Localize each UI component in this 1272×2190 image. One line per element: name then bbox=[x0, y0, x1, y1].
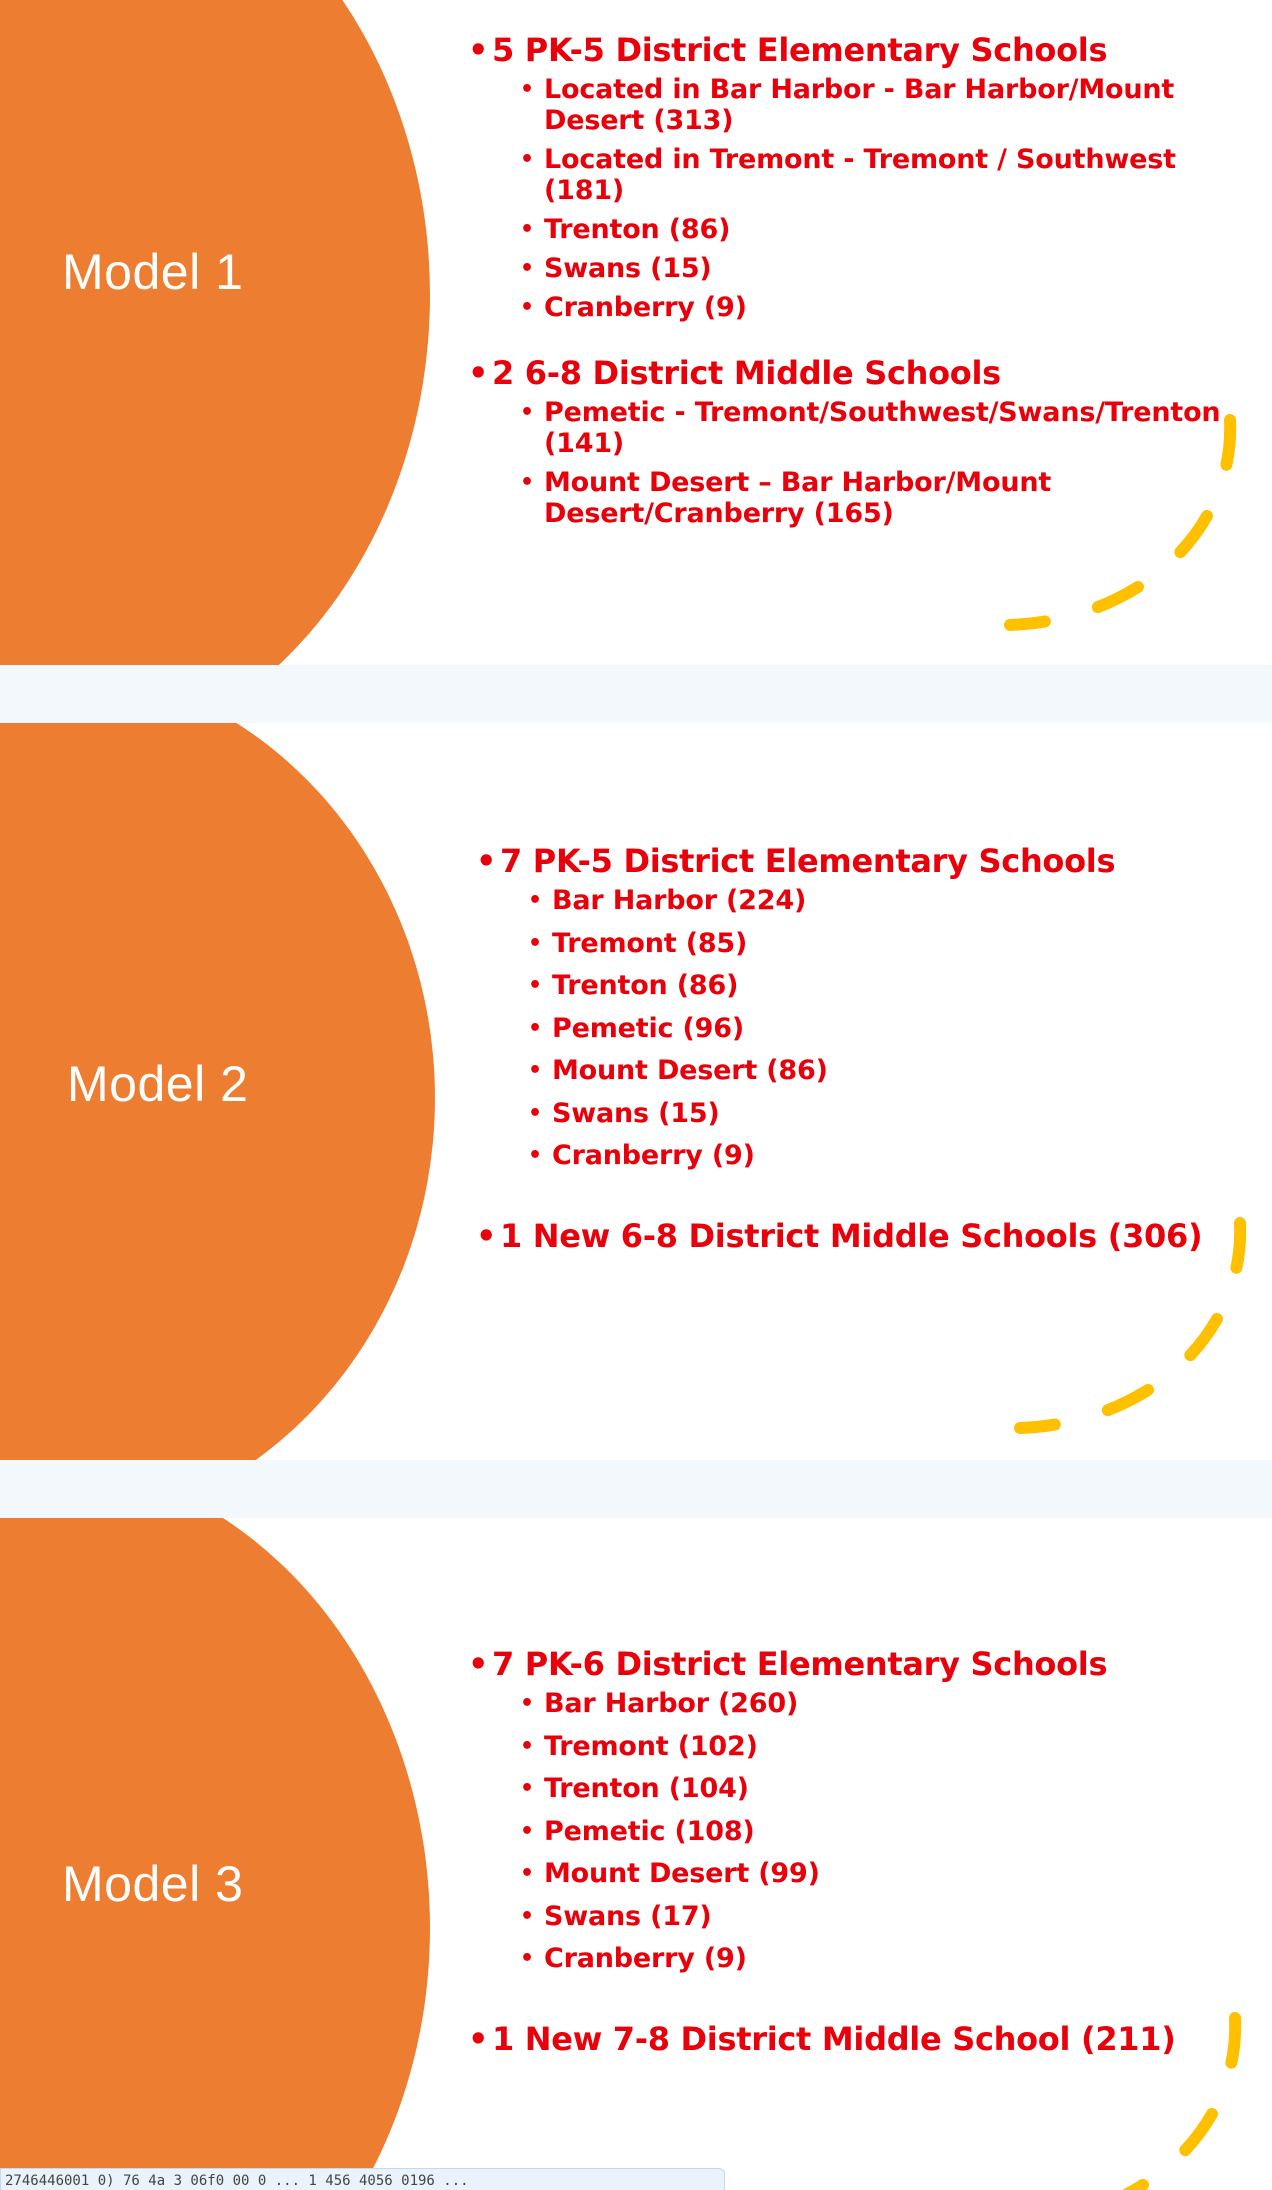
list-item: • Trenton (86) bbox=[520, 214, 1228, 245]
bullet-heading: • 2 6-8 District Middle Schools bbox=[468, 353, 1228, 393]
list-item: • Trenton (104) bbox=[520, 1773, 1228, 1805]
list-item: • Tremont (85) bbox=[528, 928, 1236, 960]
list-item: • Swans (15) bbox=[528, 1098, 1236, 1130]
list-item: • Located in Bar Harbor - Bar Harbor/Mount Desert (313) bbox=[520, 74, 1228, 136]
decorative-dashed-arc bbox=[990, 410, 1250, 650]
list-item: • Trenton (86) bbox=[528, 970, 1236, 1002]
list-item: • Swans (17) bbox=[520, 1901, 1228, 1933]
slide-model-3 bbox=[0, 1518, 1272, 2190]
decorative-dashed-arc bbox=[1000, 1213, 1260, 1453]
bullet-list bbox=[476, 885, 1236, 1172]
orange-circle bbox=[0, 1518, 430, 2190]
list-item: • Cranberry (9) bbox=[528, 1140, 1236, 1172]
bullet-heading: • 1 New 6-8 District Middle Schools (306) bbox=[476, 1216, 1236, 1256]
list-item: • Bar Harbor (224) bbox=[528, 885, 1236, 917]
list-item: • Cranberry (9) bbox=[520, 292, 1228, 323]
bullet-group bbox=[468, 1644, 1228, 1975]
list-item: • Tremont (102) bbox=[520, 1731, 1228, 1763]
list-item: • Mount Desert (99) bbox=[520, 1858, 1228, 1890]
status-bar: 2746446001 0) 76 4a 3 06f0 00 0 ... 1 456 4056 0196 ... bbox=[0, 2168, 725, 2190]
list-item: • Pemetic (108) bbox=[520, 1816, 1228, 1848]
bullet-heading: • 7 PK-6 District Elementary Schools bbox=[468, 1644, 1228, 1684]
slide-content bbox=[476, 841, 1236, 1260]
bullet-group bbox=[468, 30, 1228, 323]
list-item: • Swans (15) bbox=[520, 253, 1228, 284]
bullet-heading: • 1 New 7-8 District Middle School (211) bbox=[468, 2019, 1228, 2059]
list-item: • Cranberry (9) bbox=[520, 1943, 1228, 1975]
slide-model-2 bbox=[0, 723, 1272, 1460]
bullet-group bbox=[476, 841, 1236, 1172]
list-item: • Bar Harbor (260) bbox=[520, 1688, 1228, 1720]
bullet-heading: • 7 PK-5 District Elementary Schools bbox=[476, 841, 1236, 881]
model-label: Model 2 bbox=[67, 1056, 249, 1112]
model-label: Model 3 bbox=[62, 1856, 244, 1912]
list-item: • Located in Tremont - Tremont / Southwest (181) bbox=[520, 144, 1228, 206]
decorative-dashed-arc bbox=[995, 2008, 1255, 2190]
slide-content bbox=[468, 1644, 1228, 2063]
list-item: • Mount Desert – Bar Harbor/Mount Desert/Cranberry (165) bbox=[520, 467, 1228, 529]
bullet-list bbox=[468, 74, 1228, 323]
bullet-heading: • 5 PK-5 District Elementary Schools bbox=[468, 30, 1228, 70]
model-label: Model 1 bbox=[62, 244, 244, 300]
bullet-list bbox=[468, 1688, 1228, 1975]
list-item: • Mount Desert (86) bbox=[528, 1055, 1236, 1087]
list-item: • Pemetic - Tremont/Southwest/Swans/Trenton (141) bbox=[520, 397, 1228, 459]
list-item: • Pemetic (96) bbox=[528, 1013, 1236, 1045]
slide-model-1 bbox=[0, 0, 1272, 665]
orange-circle bbox=[0, 0, 430, 665]
